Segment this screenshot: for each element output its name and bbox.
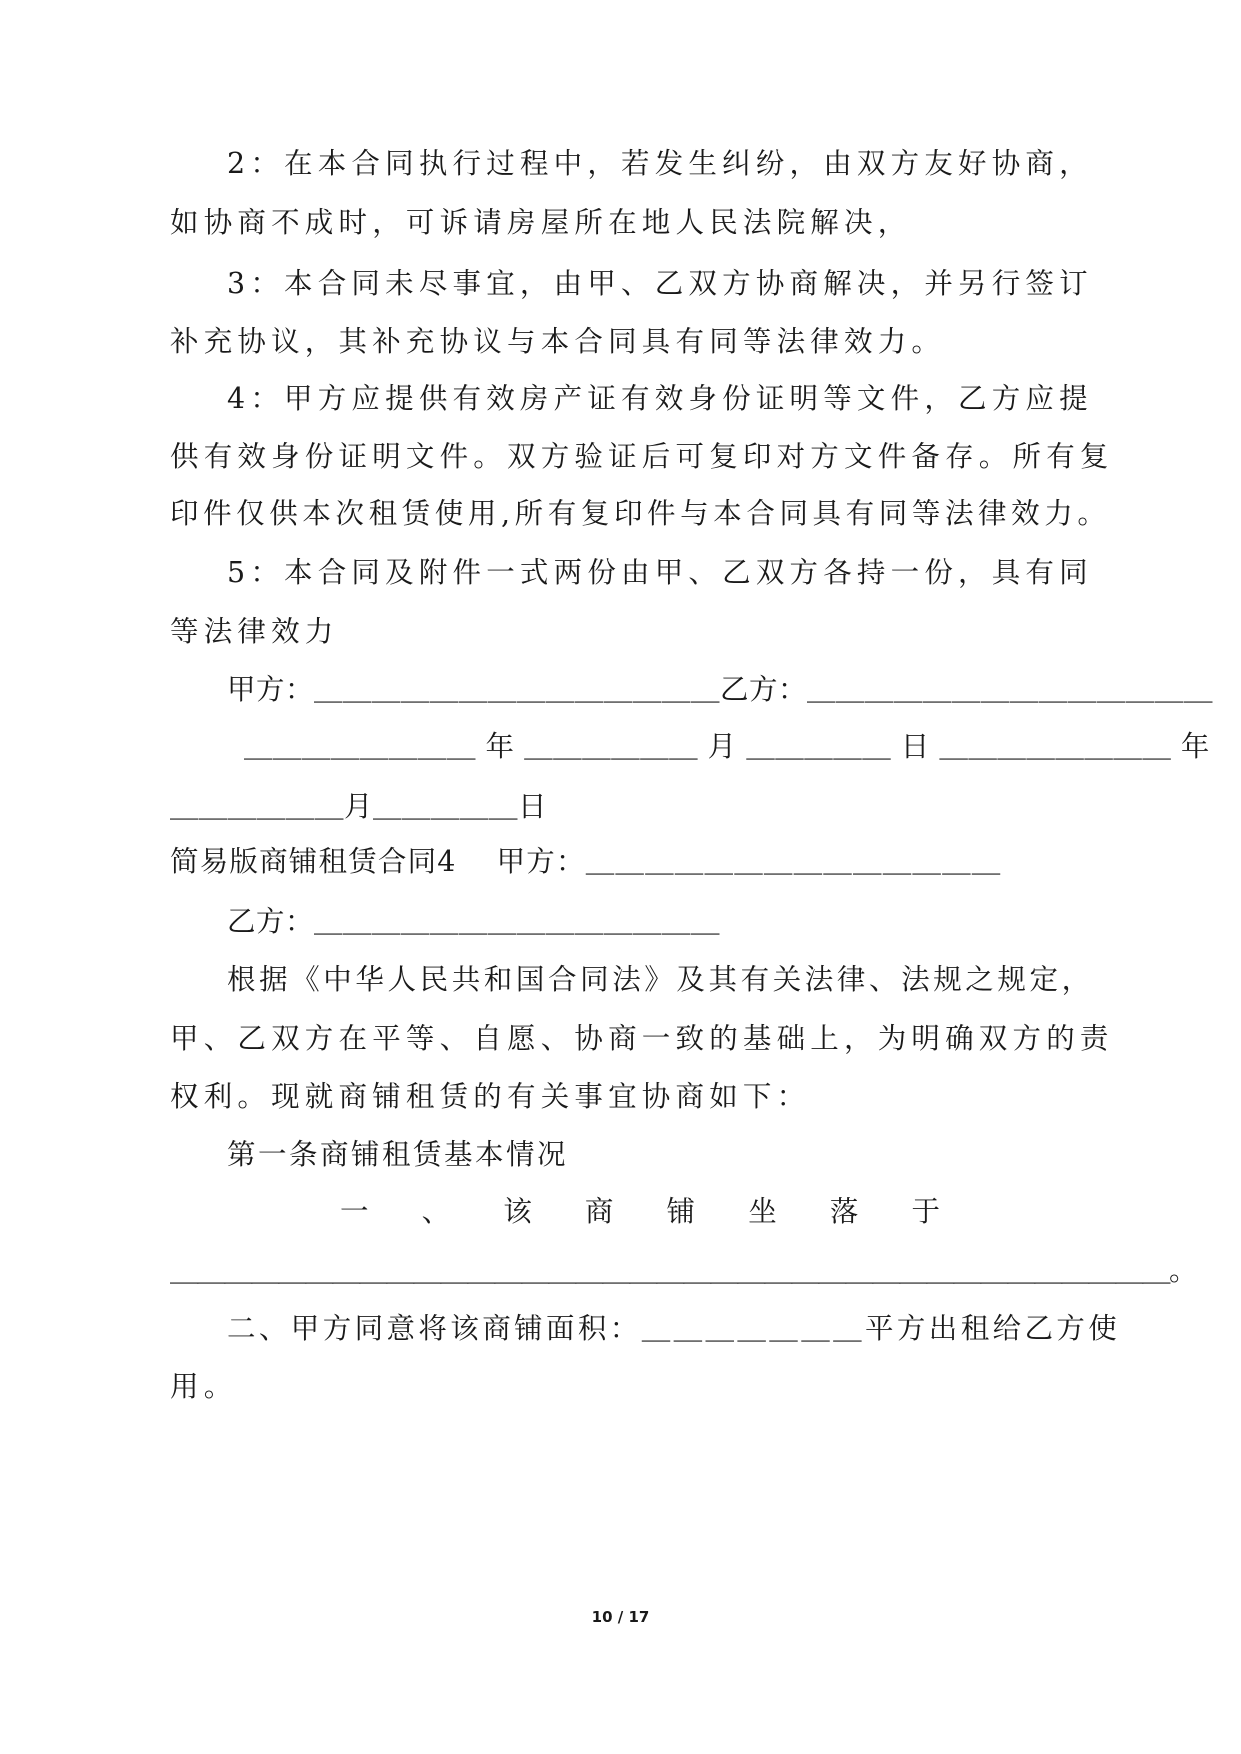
paragraph-line: 4：甲方应提供有效房产证有效身份证明等文件，乙方应提 [227,382,1093,415]
location-char: 一 [340,1195,369,1228]
paragraph-line: 3：本合同未尽事宜，由甲、乙双方协商解决，并另行签订 [227,267,1093,300]
page-number: 10 / 17 [591,1608,650,1626]
paragraph-line: 甲、乙双方在平等、自愿、协商一致的基础上，为明确双方的责 [170,1022,1114,1055]
blank-line: ＿＿＿＿＿＿＿＿＿＿＿＿＿＿＿＿＿＿＿＿＿＿＿＿＿＿＿＿＿＿＿＿＿＿＿＿＿。 [170,1254,1197,1287]
paragraph-line: 等法律效力 [170,615,339,648]
paragraph-line: 印件仅供本次租赁使用,所有复印件与本合同具有同等法律效力。 [170,497,1111,530]
location-char: 该 [503,1195,532,1228]
location-line [340,1192,940,1232]
paragraph-line: 二、甲方同意将该商铺面积：＿＿＿＿＿＿＿平方出租给乙方使 [227,1312,1121,1345]
paragraph-line: 补充协议，其补充协议与本合同具有同等法律效力。 [170,325,946,358]
clause-heading: 第一条商铺租赁基本情况 [227,1138,569,1171]
section-heading: 简易版商铺租赁合同4 甲方：＿＿＿＿＿＿＿＿＿＿＿＿＿＿ [170,845,1002,878]
paragraph-line: 权利。现就商铺租赁的有关事宜协商如下： [170,1080,811,1113]
location-char: 落 [829,1195,859,1228]
signature-line: 乙方：＿＿＿＿＿＿＿＿＿＿＿＿＿＿ [227,905,721,938]
signature-line: 甲方：＿＿＿＿＿＿＿＿＿＿＿＿＿＿乙方：＿＿＿＿＿＿＿＿＿＿＿＿＿＿ [227,673,1214,706]
location-char: 坐 [748,1195,777,1228]
paragraph-line: 如协商不成时，可诉请房屋所在地人民法院解决， [170,206,912,239]
paragraph-line: 用。 [170,1370,238,1403]
paragraph-line: 2：在本合同执行过程中，若发生纠纷，由双方友好协商， [227,147,1093,180]
location-char: 商 [584,1195,614,1228]
paragraph-line: 供有效身份证明文件。双方验证后可复印对方文件备存。所有复 [170,440,1114,473]
date-line: ＿＿＿＿＿＿月＿＿＿＿＿日 [170,790,548,823]
paragraph-line: 5：本合同及附件一式两份由甲、乙双方各持一份，具有同 [227,556,1093,589]
paragraph-line: 根据《中华人民共和国合同法》及其有关法律、法规之规定， [227,963,1094,996]
location-char: 于 [911,1195,940,1228]
location-char: 铺 [666,1195,696,1228]
date-line: ＿＿＿＿＿＿＿＿ 年 ＿＿＿＿＿＿ 月 ＿＿＿＿＿ 日 ＿＿＿＿＿＿＿＿ 年 [244,730,1210,763]
location-char: 、 [421,1195,451,1228]
